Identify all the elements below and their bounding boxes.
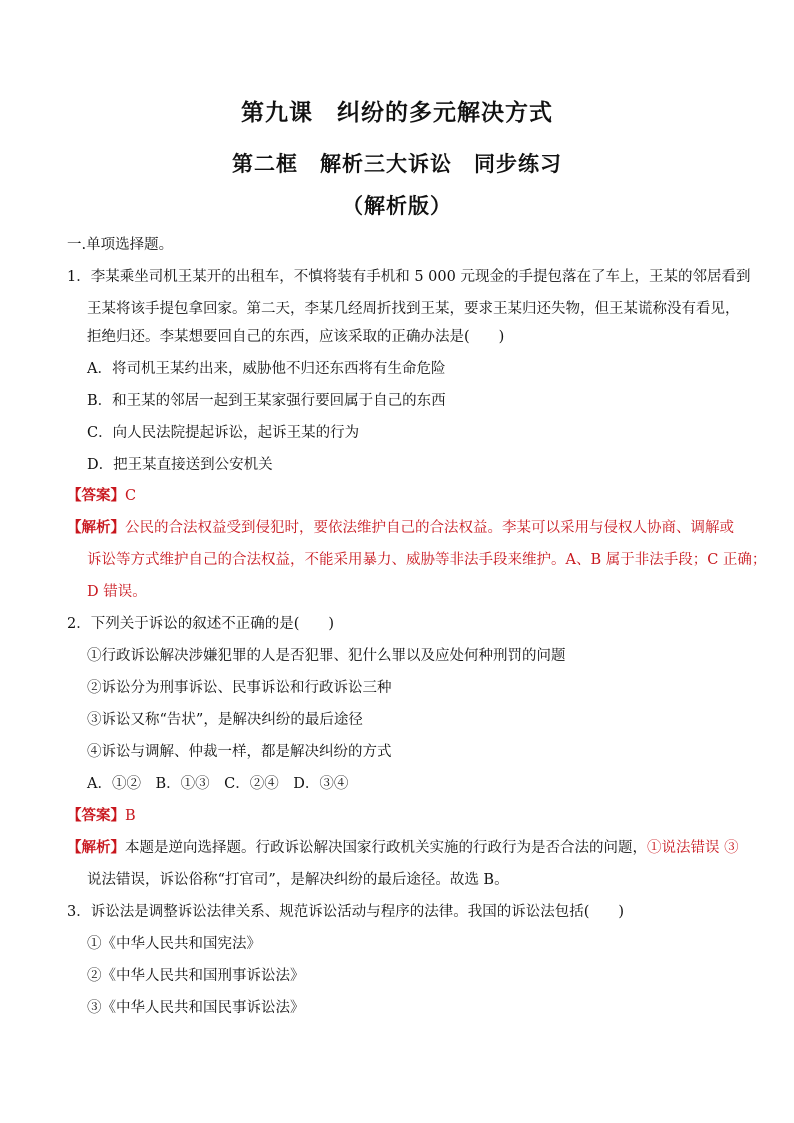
q3-stem: 3．诉讼法是调整诉讼法律关系、规范诉讼活动与程序的法律。我国的诉讼法包括( ) xyxy=(67,904,625,920)
q2-answer-value: B xyxy=(125,808,136,824)
q2-stem: 2．下列关于诉讼的叙述不正确的是( ) xyxy=(67,616,335,632)
q1-stem-line2: 王某将该手提包拿回家。第二天，李某几经周折找到王某，要求王某归还失物，但王某谎称没有看见， xyxy=(87,301,740,317)
q2-item2: ②诉讼分为刑事诉讼、民事诉讼和行政诉讼三种 xyxy=(87,680,392,696)
q1-answer-value: C xyxy=(125,488,137,504)
q2-options: A．①② B．①③ C．②④ D．③④ xyxy=(87,776,349,792)
q1-answer xyxy=(67,486,136,506)
q1-option-b: B．和王某的邻居一起到王某家强行要回属于自己的东西 xyxy=(87,393,446,409)
edition-label: （解析版） xyxy=(342,193,452,218)
q2-item1: ①行政诉讼解决涉嫌犯罪的人是否犯罪、犯什么罪以及应处何种刑罚的问题 xyxy=(87,648,566,664)
q1-stem-line3: 拒绝归还。李某想要回自己的东西，应该采取的正确办法是( ) xyxy=(87,329,505,345)
answer-tag: 【答案】 xyxy=(67,807,125,824)
q1-option-c: C．向人民法院提起诉讼，起诉王某的行为 xyxy=(87,425,360,441)
page-subtitle: 第二框 解析三大诉讼 同步练习 xyxy=(232,151,562,176)
page-title: 第九课 纠纷的多元解决方式 xyxy=(241,99,553,126)
q1-analysis-line2: 诉讼等方式维护自己的合法权益，不能采用暴力、威胁等非法手段来维护。A、B 属于非法手段；C 正确； xyxy=(87,552,767,568)
q3-item2: ②《中华人民共和国刑事诉讼法》 xyxy=(87,968,305,984)
q2-item3: ③诉讼又称“告状”，是解决纠纷的最后途径 xyxy=(87,712,363,728)
q2-analysis-line2: 说法错误，诉讼俗称“打官司”，是解决纠纷的最后途径。故选 B。 xyxy=(87,872,509,888)
q2-analysis-line1 xyxy=(67,838,739,858)
q1-stem-line1: 1．李某乘坐司机王某开的出租车，不慎将装有手机和 5 000 元现金的手提包落在了车上，王某的邻居看到 xyxy=(67,269,751,285)
q1-analysis-line1 xyxy=(67,518,734,538)
q2-answer xyxy=(67,806,136,826)
q2-item4: ④诉讼与调解、仲裁一样，都是解决纠纷的方式 xyxy=(87,744,392,760)
q1-option-d: D．把王某直接送到公安机关 xyxy=(87,457,273,473)
analysis-tag: 【解析】 xyxy=(67,839,125,856)
q1-option-a: A．将司机王某约出来，威胁他不归还东西将有生命危险 xyxy=(87,361,446,377)
q3-item3: ③《中华人民共和国民事诉讼法》 xyxy=(87,1000,305,1016)
q2-analysis-text1a: 本题是逆向选择题。行政诉讼解决国家行政机关实施的行政行为是否合法的问题， xyxy=(125,840,647,856)
analysis-tag: 【解析】 xyxy=(67,519,125,536)
q3-item1: ①《中华人民共和国宪法》 xyxy=(87,936,261,952)
q1-analysis-text1: 公民的合法权益受到侵犯时，要依法维护自己的合法权益。李某可以采用与侵权人协商、调解或 xyxy=(125,520,734,536)
q2-analysis-text1b: ①说法错误 ③ xyxy=(647,840,739,856)
section-heading: 一.单项选择题。 xyxy=(67,237,174,253)
q1-analysis-line3: D 错误。 xyxy=(87,584,147,600)
answer-tag: 【答案】 xyxy=(67,487,125,504)
